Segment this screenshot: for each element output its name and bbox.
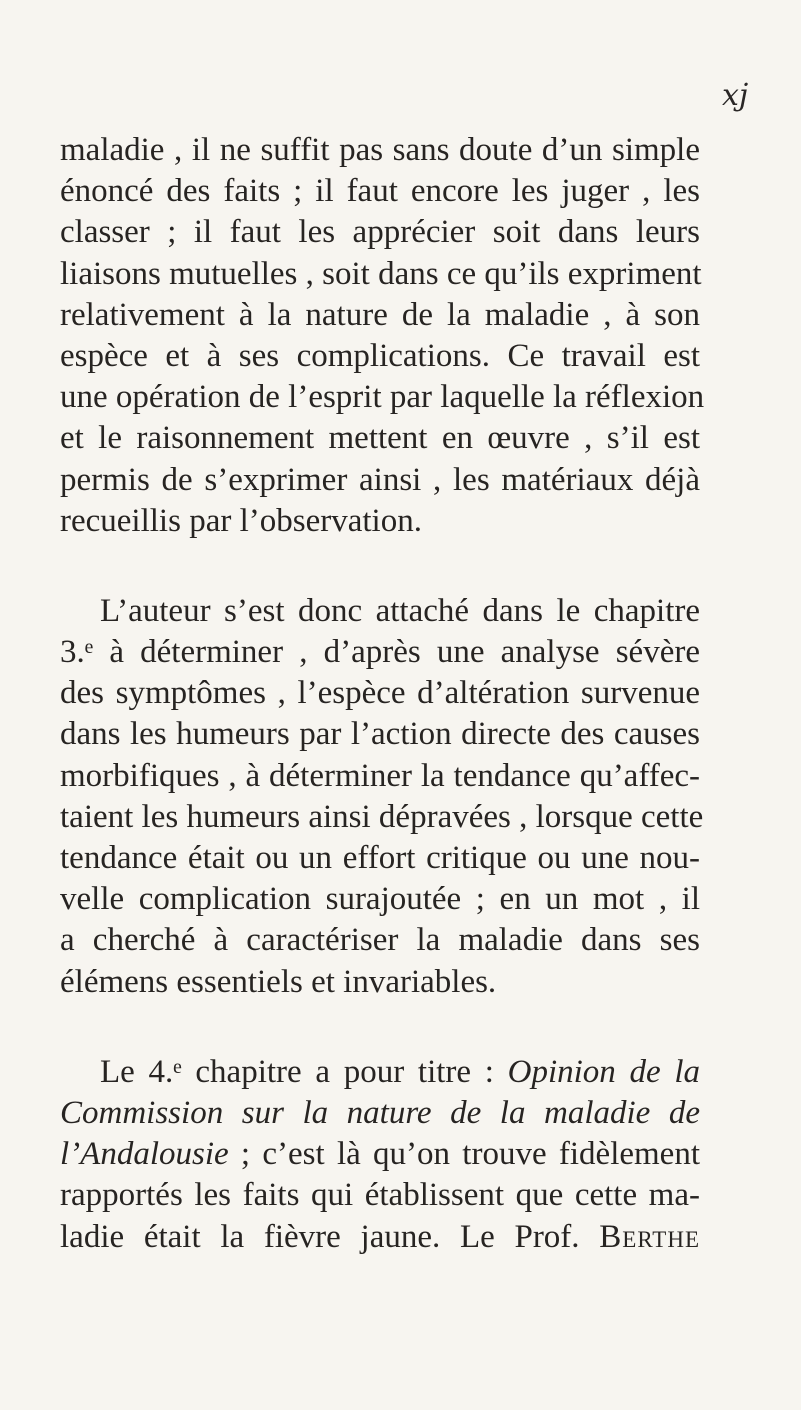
- paragraph-spacer: [60, 542, 700, 591]
- text-line: [60, 1093, 700, 1134]
- text-line: [60, 1052, 700, 1093]
- text-line: des symptômes , l’espèce d’altération survenue: [60, 675, 700, 712]
- author-name: Berthe: [599, 1218, 700, 1255]
- text-line: morbifiques , à déterminer la tendance qu’affec-: [60, 757, 700, 794]
- text-run: ladie était la fièvre jaune. Le Prof.: [60, 1218, 600, 1255]
- text-line: et le raisonnement mettent en œuvre , s’il est: [60, 420, 700, 457]
- text-line: liaisons mutuelles , soit dans ce qu’ils expriment: [60, 255, 702, 292]
- text-line: énoncé des faits ; il faut encore les juger , les: [60, 173, 700, 210]
- text-line: L’auteur s’est donc attaché dans le chapitre: [100, 592, 700, 629]
- text-run: ; c’est là qu’on trouve fidèlement: [228, 1136, 700, 1173]
- chapter-title-italic: l’Andalousie: [60, 1136, 229, 1173]
- text-line: taient les humeurs ainsi dépravées , lorsque cette: [60, 798, 704, 835]
- text-line: permis de s’exprimer ainsi , les matériaux déjà: [60, 461, 700, 498]
- text-line: rapportés les faits qui établissent que cette ma-: [60, 1177, 700, 1214]
- text-line: dans les humeurs par l’action directe des causes: [60, 716, 700, 753]
- text-line: maladie , il ne suffit pas sans doute d’un simple: [60, 132, 700, 168]
- text-line: velle complication surajoutée ; en un mot , il: [60, 881, 700, 918]
- chapter-title-italic: Opinion de la: [507, 1053, 701, 1090]
- paragraph-3: [60, 1052, 700, 1258]
- text-line: [60, 1217, 700, 1258]
- text-line: relativement à la nature de la maladie , à son: [60, 296, 700, 333]
- paragraph-1: [60, 130, 705, 542]
- paragraph-2: [60, 591, 704, 1003]
- text-line: élémens essentiels et invariables.: [60, 963, 497, 1000]
- text-run: Le 4.ᵉ chapitre a pour titre :: [100, 1053, 508, 1090]
- text-line: recueillis par l’observation.: [60, 502, 422, 539]
- text-line: espèce et à ses complications. Ce travail est: [60, 337, 700, 374]
- text-line: une opération de l’esprit par laquelle la réflexion: [60, 379, 705, 416]
- text-line: 3.ᵉ à déterminer , d’après une analyse sévère: [60, 634, 700, 671]
- paragraph-spacer: [60, 1003, 700, 1052]
- text-line: classer ; il faut les apprécier soit dans leurs: [60, 214, 700, 251]
- page-text: [60, 130, 705, 1258]
- page-number: xj: [722, 78, 749, 113]
- text-line: [60, 1134, 700, 1175]
- text-line: a cherché à caractériser la maladie dans ses: [60, 922, 700, 959]
- chapter-title-italic: Commission sur la nature de la maladie de: [60, 1094, 700, 1131]
- text-line: tendance était ou un effort critique ou une nou-: [60, 840, 700, 876]
